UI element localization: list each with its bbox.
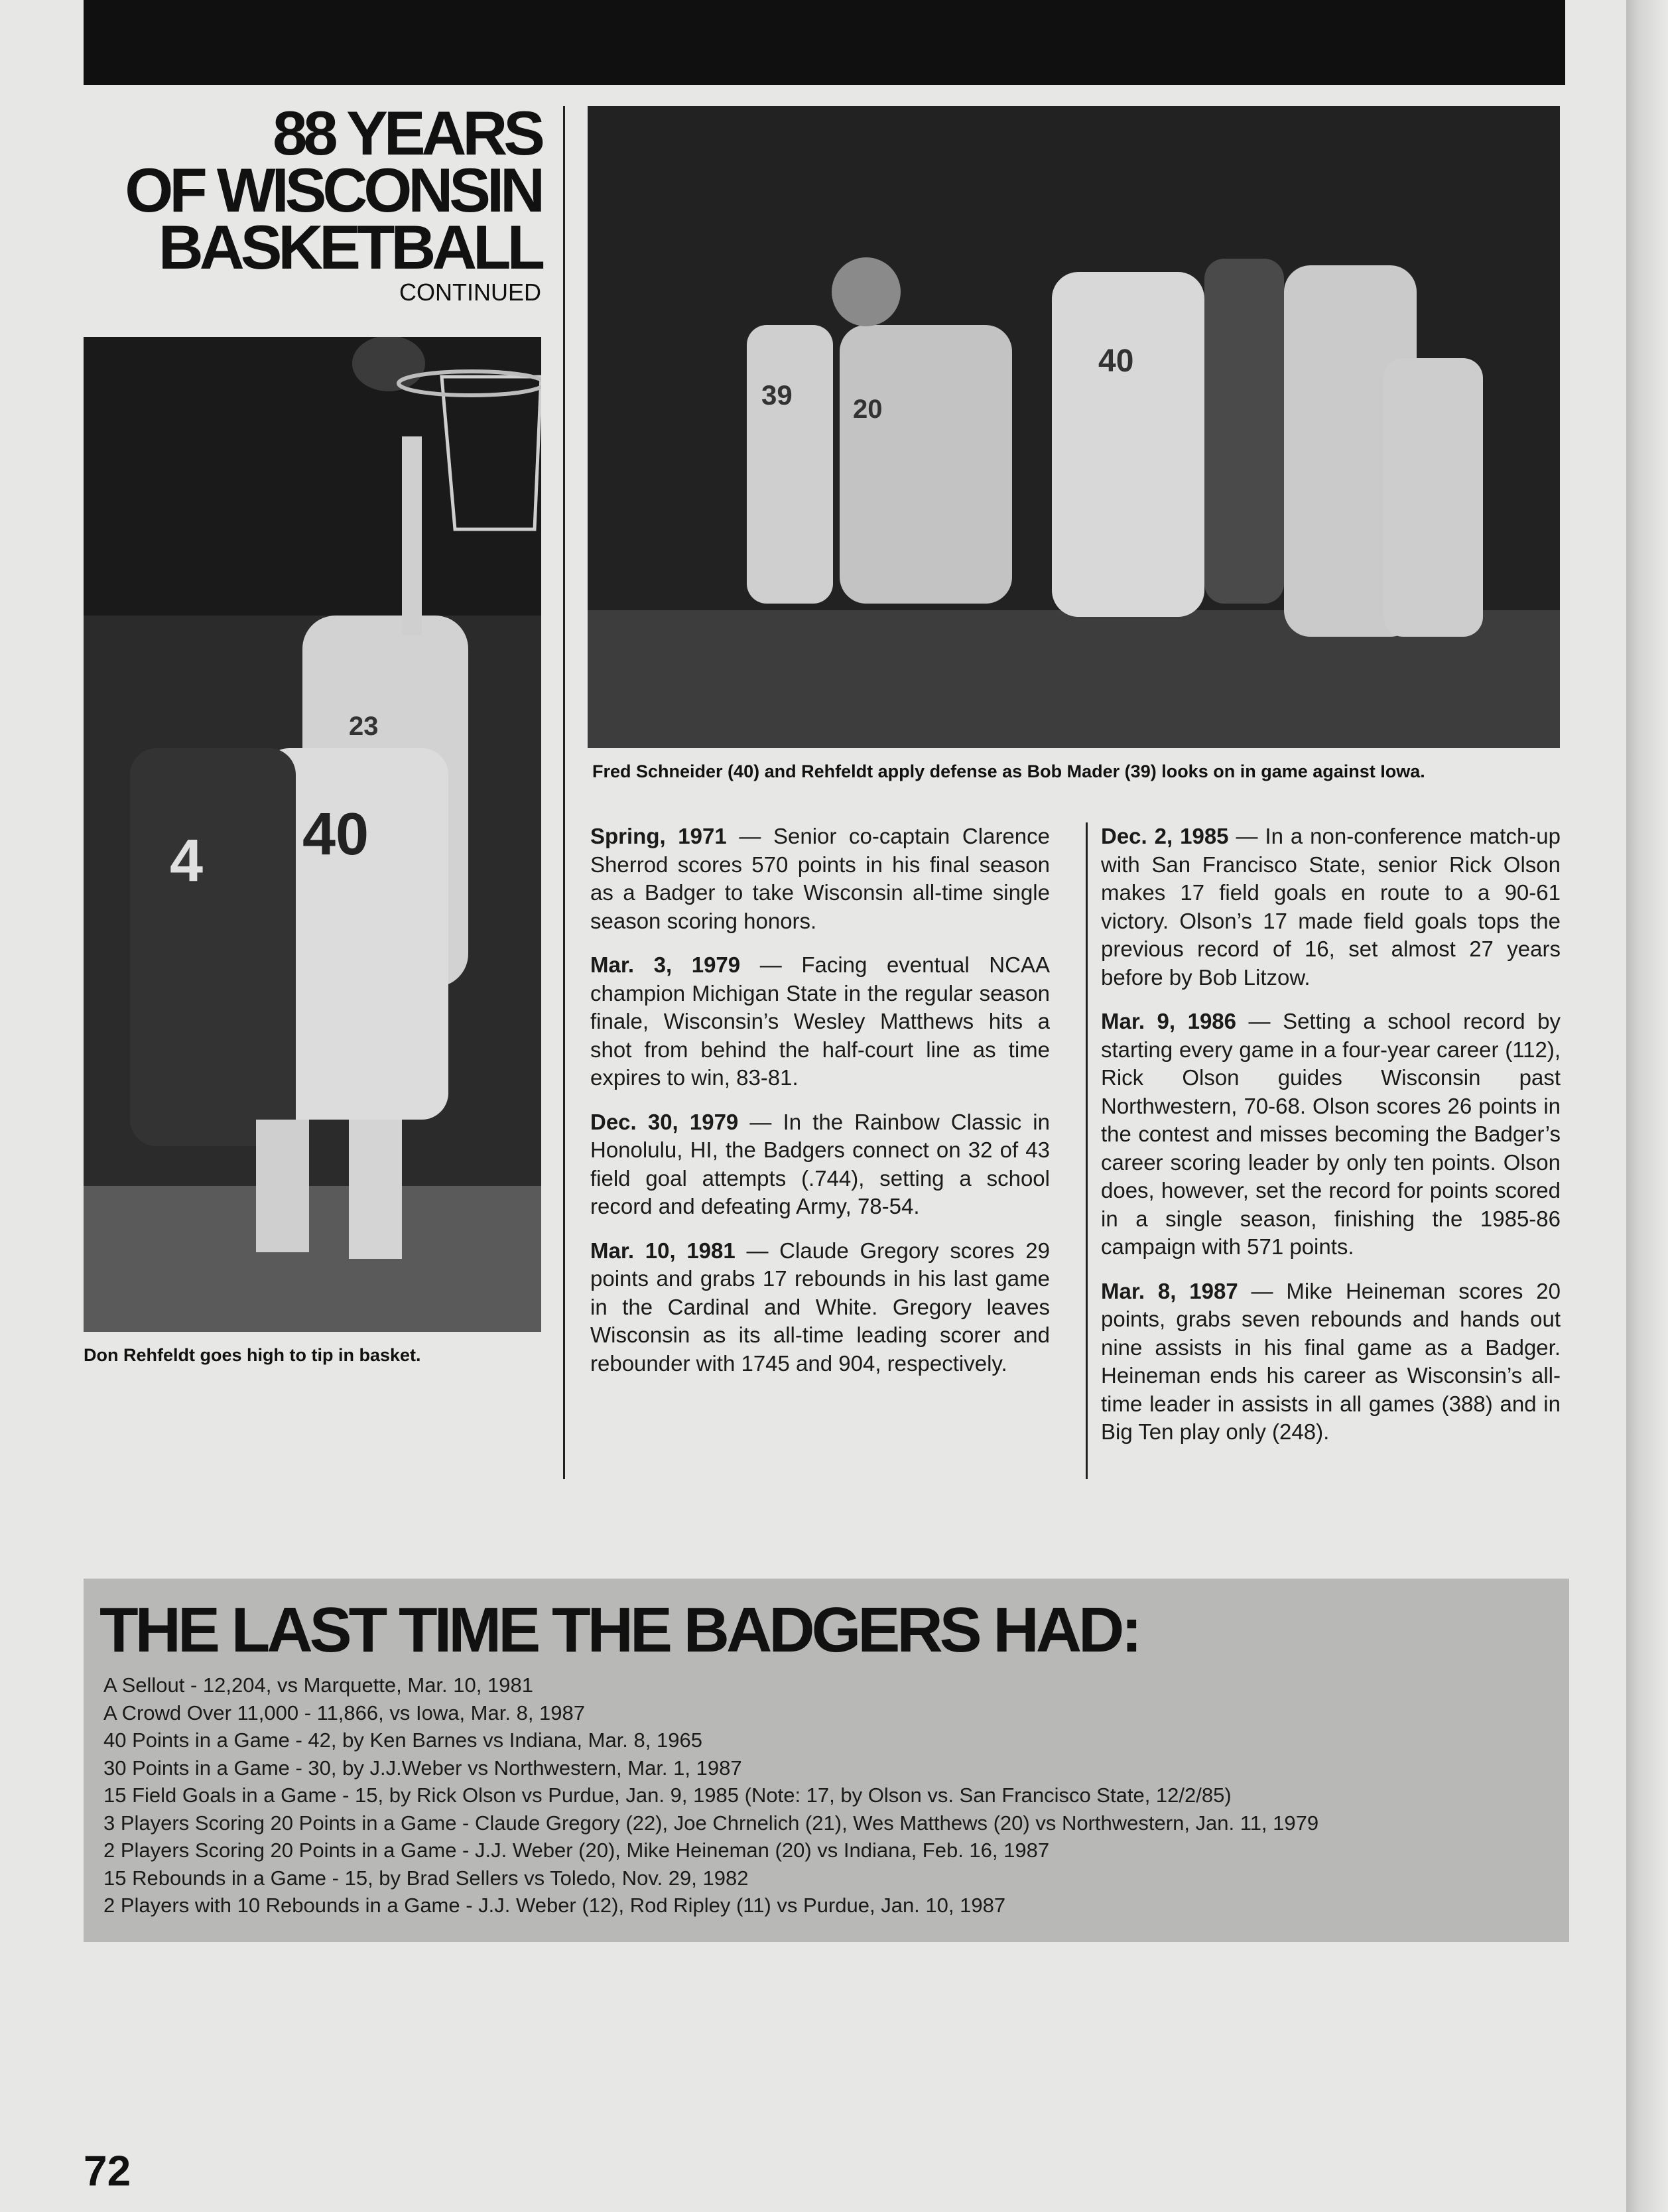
last-time-list	[103, 1671, 1318, 1919]
last-time-box	[84, 1579, 1569, 1942]
entry-text: Setting a school record by starting every game in a four-year career (112), Rick Olson guides Wisconsin past Northwestern, 70-68. Olson scores 26 points in the contest and misses becoming the Badger’s career scoring leader by only ten points. Olson does, however, set the record for points scored in a single season, finishing the 1985-86 campaign with 571 points.	[1101, 1009, 1561, 1259]
timeline-entry: Mar. 9, 1986 — Setting a school record by starting every game in a four-year career (112), Rick Olson guides Wisconsin past Northwestern, 70-68. Olson scores 26 points in the contest and misses becoming the Badger’s career scoring leader by only ten points. Olson does, however, set the record for points scored in a single season, finishing the 1985-86 campaign with 571 points.	[1101, 1009, 1561, 1259]
entry-date: Mar. 9, 1986	[1101, 1009, 1237, 1033]
list-item: 2 Players Scoring 20 Points in a Game - J.J. Weber (20), Mike Heineman (20) vs Indiana, Feb. 16, 1987	[103, 1839, 1050, 1862]
timeline-entry: Spring, 1971 — Senior co-captain Clarence Sherrod scores 570 points in his final season as a Badger to take Wisconsin all-time single season scoring honors.	[590, 824, 1050, 933]
photo-defense-vs-iowa	[588, 106, 1560, 748]
list-item: 3 Players Scoring 20 Points in a Game - Claude Gregory (22), Joe Chrnelich (21), Wes Matthews (20) vs Northwestern, Jan. 11, 1979	[103, 1811, 1319, 1835]
top-black-bar	[84, 0, 1565, 85]
entry-date: Mar. 3, 1979	[590, 952, 741, 977]
list-item: 2 Players with 10 Rebounds in a Game - J.J. Weber (12), Rod Ripley (11) vs Purdue, Jan. 10, 1987	[103, 1894, 1006, 1917]
entry-text: In the Rainbow Classic in Honolulu, HI, the Badgers connect on 32 of 43 field goal attempts (.744), setting a school record and defeating Army, 78-54.	[590, 1109, 1050, 1218]
timeline-entry: Mar. 8, 1987 — Mike Heineman scores 20 points, grabs seven rebounds and hands out nine assists in his final game as a Badger. Heineman ends his career as Wisconsin’s all-time leader in assists in all games (388) and in Big Ten play only (248).	[1101, 1278, 1561, 1444]
masthead	[84, 98, 541, 306]
entry-date: Dec. 2, 1985	[1101, 824, 1229, 848]
page-edge-shadow	[1626, 0, 1668, 2212]
entry-text: Facing eventual NCAA champion Michigan State in the regular season finale, Wisconsin’s Wesley Matthews hits a shot from behind the half-court line as time expires to win, 83-81.	[590, 952, 1050, 1090]
timeline-column-2	[1101, 822, 1561, 1463]
timeline-entry: Mar. 3, 1979 — Facing eventual NCAA champion Michigan State in the regular season finale, Wisconsin’s Wesley Matthews hits a shot from behind the half-court line as time expires to win, 83-81.	[590, 952, 1050, 1090]
list-item: A Sellout - 12,204, vs Marquette, Mar. 10, 1981	[103, 1673, 533, 1697]
masthead-line-2: OF WISCONSIN	[125, 155, 541, 225]
entry-text: Mike Heineman scores 20 points, grabs seven rebounds and hands out nine assists in his final game as a Badger. Heineman ends his career as Wisconsin’s all-time leader in assists in all games (388) and in Big Ten play only (248).	[1101, 1278, 1561, 1444]
timeline-entry: Dec. 30, 1979 — In the Rainbow Classic in Honolulu, HI, the Badgers connect on 32 of 43 field goal attempts (.744), setting a school record and defeating Army, 78-54.	[590, 1109, 1050, 1218]
list-item: A Crowd Over 11,000 - 11,866, vs Iowa, Mar. 8, 1987	[103, 1701, 586, 1724]
list-item: 15 Field Goals in a Game - 15, by Rick Olson vs Purdue, Jan. 9, 1985 (Note: 17, by Olson vs. San Francisco State, 12/2/85)	[103, 1784, 1232, 1807]
entry-text: Senior co-captain Clarence Sherrod scores 570 points in his final season as a Badger to take Wisconsin all-time single season scoring honors.	[590, 824, 1050, 933]
page-number: 72	[84, 2147, 131, 2195]
caption-top-photo: Fred Schneider (40) and Rehfeldt apply defense as Bob Mader (39) looks on in game against Iowa.	[592, 761, 1425, 781]
jersey-number: 40	[1098, 344, 1134, 379]
entry-date: Mar. 8, 1987	[1101, 1278, 1238, 1303]
list-item: 15 Rebounds in a Game - 15, by Brad Sellers vs Toledo, Nov. 29, 1982	[103, 1866, 749, 1890]
entry-date: Dec. 30, 1979	[590, 1109, 739, 1134]
jersey-number: 39	[761, 379, 793, 411]
masthead-line-3: BASKETBALL	[158, 212, 541, 282]
timeline-entry: Dec. 2, 1985 — In a non-conference match-up with San Francisco State, senior Rick Olson makes 17 field goals en route to a 90-61 victory. Olson’s 17 made field goals tops the previous record of 16, set almost 27 years before by Bob Litzow.	[1101, 824, 1561, 990]
divider-columns	[1086, 822, 1088, 1479]
entry-date: Mar. 10, 1981	[590, 1238, 736, 1263]
jersey-number: 4	[170, 828, 204, 894]
entry-text: In a non-conference match-up with San Francisco State, senior Rick Olson makes 17 field goals en route to a 90-61 victory. Olson’s 17 made field goals tops the previous record of 16, set almost 27 years before by Bob Litzow.	[1101, 824, 1561, 990]
photo-rehfeldt-tip-in	[84, 337, 541, 1332]
entry-text: Claude Gregory scores 29 points and grabs 17 rebounds in his last game in the Cardinal and White. Gregory leaves Wisconsin as its all-time leading scorer and rebounder with 1745 and 904, respectively.	[590, 1238, 1050, 1376]
last-time-title: THE LAST TIME THE BADGERS HAD:	[99, 1594, 1139, 1665]
timeline-entry: Mar. 10, 1981 — Claude Gregory scores 29 points and grabs 17 rebounds in his last game in the Cardinal and White. Gregory leaves Wisconsin as its all-time leading scorer and rebounder with 1745 and 904, respectively.	[590, 1238, 1050, 1376]
jersey-number: 20	[853, 395, 883, 424]
masthead-line-1: 88 YEARS	[273, 98, 541, 168]
list-item: 30 Points in a Game - 30, by J.J.Weber vs Northwestern, Mar. 1, 1987	[103, 1756, 742, 1780]
timeline-column-1	[590, 822, 1050, 1394]
jersey-number: 40	[302, 801, 369, 868]
jersey-number: 23	[349, 712, 379, 741]
masthead-continued: CONTINUED	[399, 279, 541, 306]
caption-left-photo: Don Rehfeldt goes high to tip in basket.	[84, 1345, 421, 1365]
entry-date: Spring, 1971	[590, 824, 727, 848]
list-item: 40 Points in a Game - 42, by Ken Barnes vs Indiana, Mar. 8, 1965	[103, 1728, 702, 1752]
divider-left	[563, 106, 565, 1479]
